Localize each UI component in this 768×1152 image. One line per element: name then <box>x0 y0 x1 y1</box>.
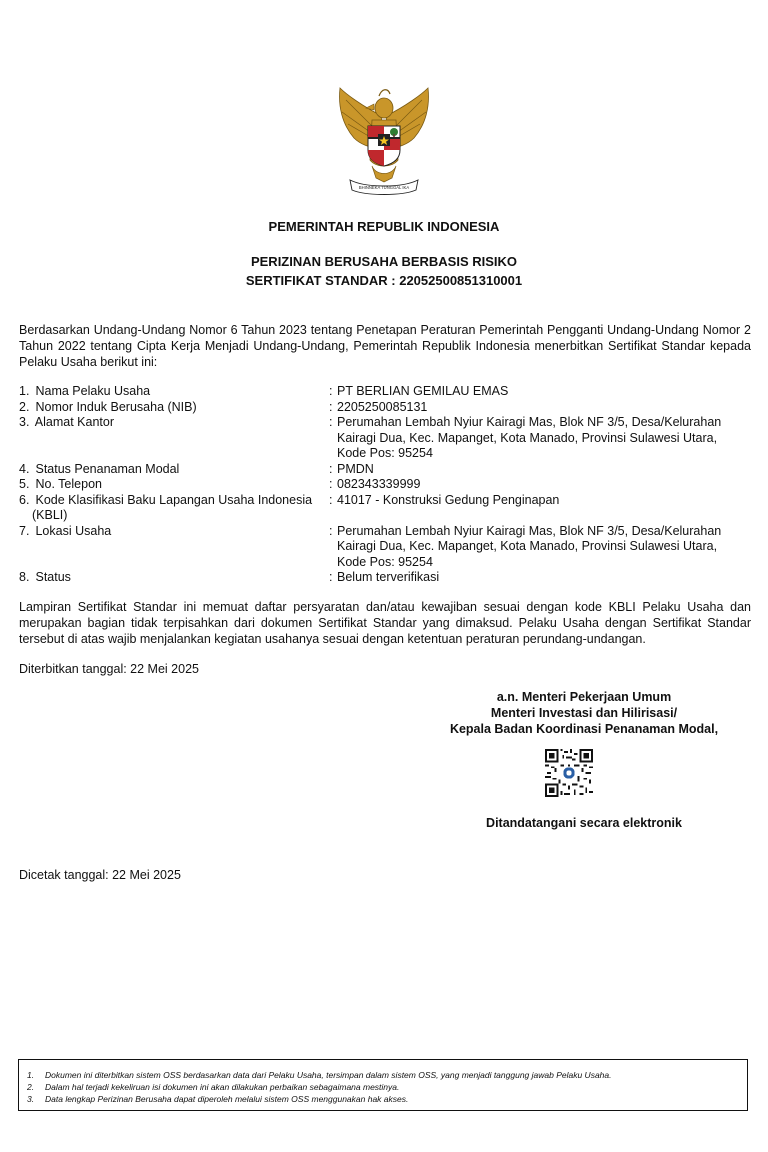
field-row-investment-status: 4. Status Penanaman Modal : PMDN <box>19 462 759 478</box>
qr-code-icon <box>545 749 593 797</box>
business-fields <box>19 384 759 586</box>
signatory-line-1: a.n. Menteri Pekerjaan Umum <box>496 690 672 704</box>
field-row-kbli: 6. Kode Klasifikasi Baku Lapangan Usaha Indonesia (KBLI) : 41017 - Konstruksi Gedung Penginapan <box>19 493 759 524</box>
field-row-location: 7. Lokasi Usaha : Perumahan Lembah Nyiur Kairagi Mas, Blok NF 3/5, Desa/Kelurahan Kairagi Dua, Kec. Mapanget, Kota Manado, Provinsi Sulawesi Utara, Kode Pos: 95254 <box>19 524 759 571</box>
field-value: 2205250085131 <box>337 399 428 414</box>
signatory-line-3: Kepala Badan Koordinasi Penanaman Modal, <box>449 722 719 736</box>
field-label: Nama Pelaku Usaha <box>35 384 151 398</box>
field-label: Nomor Induk Berusaha (NIB) <box>35 399 197 414</box>
electronic-signature-note: Ditandatangani secara elektronik <box>486 816 682 830</box>
field-value: 41017 - Konstruksi Gedung Penginapan <box>337 492 560 507</box>
garuda-emblem-icon <box>332 86 436 198</box>
field-row-phone: 5. No. Telepon : 082343339999 <box>19 477 759 493</box>
footnote-item: 3. Data lengkap Perizinan Berusaha dapat diperoleh melalui sistem OSS menggunakan hak akses. <box>27 1094 409 1104</box>
field-label: Alamat Kantor <box>34 415 115 429</box>
field-value: Perumahan Lembah Nyiur Kairagi Mas, Blok NF 3/5, Desa/Kelurahan Kairagi Dua, Kec. Mapanget, Kota Manado, Provinsi Sulawesi Utara, Kode Pos: 95254 <box>337 523 722 569</box>
field-row-nib: 2. Nomor Induk Berusaha (NIB) : 2205250085131 <box>19 400 759 416</box>
field-label: Lokasi Usaha <box>35 523 112 538</box>
printed-date: Dicetak tanggal: 22 Mei 2025 <box>19 868 181 882</box>
certificate-number: SERTIFIKAT STANDAR : 22052500851310001 <box>245 273 523 288</box>
field-row-status: 8. Status : Belum terverifikasi <box>19 570 759 586</box>
field-label-continued: (KBLI) <box>32 508 68 522</box>
field-value: Perumahan Lembah Nyiur Kairagi Mas, Blok NF 3/5, Desa/Kelurahan Kairagi Dua, Kec. Mapanget, Kota Manado, Provinsi Sulawesi Utara, Kode Pos: 95254 <box>337 415 722 460</box>
field-label: Kode Klasifikasi Baku Lapangan Usaha Indonesia <box>35 492 313 507</box>
motto-text: BHINNEKA TUNGGAL IKA <box>358 185 410 190</box>
field-row-address: 3. Alamat Kantor : Perumahan Lembah Nyiur Kairagi Mas, Blok NF 3/5, Desa/Kelurahan Kairagi Dua, Kec. Mapanget, Kota Manado, Provinsi Sulawesi Utara, Kode Pos: 95254 <box>19 415 759 462</box>
intro-paragraph: Berdasarkan Undang-Undang Nomor 6 Tahun 2023 tentang Penetapan Peraturan Pemerintah Pengganti Undang-Undang Nomor 2 Tahun 2022 tentang Cipta Kerja Menjadi Undang-Undang, Pemerintah Republik Indonesia menerbitkan Sertifikat Standar kepada Pelaku Usaha berikut ini: <box>19 323 751 369</box>
field-value: Belum terverifikasi <box>337 570 440 584</box>
field-value: PT BERLIAN GEMILAU EMAS <box>337 384 509 398</box>
document-title: PERIZINAN BERUSAHA BERBASIS RISIKO <box>250 254 518 269</box>
field-row-name: 1. Nama Pelaku Usaha : PT BERLIAN GEMILAU EMAS <box>19 384 759 400</box>
signatory-line-2: Menteri Investasi dan Hilirisasi/ <box>490 706 678 720</box>
footnote-item: 2. Dalam hal terjadi kekeliruan isi dokumen ini akan dilakukan perbaikan sebagaimana mestinya. <box>27 1082 400 1092</box>
field-label: Status <box>35 570 71 584</box>
footnotes-box <box>18 1059 748 1111</box>
field-label: Status Penanaman Modal <box>35 461 180 476</box>
footnote-item: 1. Dokumen ini diterbitkan sistem OSS berdasarkan data dari Pelaku Usaha, tersimpan dalam sistem OSS, yang menjadi tanggung jawab Pelaku Usaha. <box>27 1070 612 1080</box>
attachment-paragraph: Lampiran Sertifikat Standar ini memuat daftar persyaratan dan/atau kewajiban sesuai dengan kode KBLI Pelaku Usaha dan merupakan bagian tidak terpisahkan dari dokumen Sertifikat Standar yang dimaksud. Pelaku Usaha dengan Sertifikat Standar tersebut di atas wajib menjalankan kegiatan usahanya sesuai dengan ketentuan peraturan perundang-undangan. <box>19 600 751 646</box>
field-value: 082343339999 <box>337 477 421 491</box>
field-label: No. Telepon <box>35 477 102 491</box>
government-heading: PEMERINTAH REPUBLIK INDONESIA <box>268 219 500 234</box>
signatory-block <box>400 689 768 737</box>
field-value: PMDN <box>337 461 374 476</box>
issued-date: Diterbitkan tanggal: 22 Mei 2025 <box>19 662 199 676</box>
